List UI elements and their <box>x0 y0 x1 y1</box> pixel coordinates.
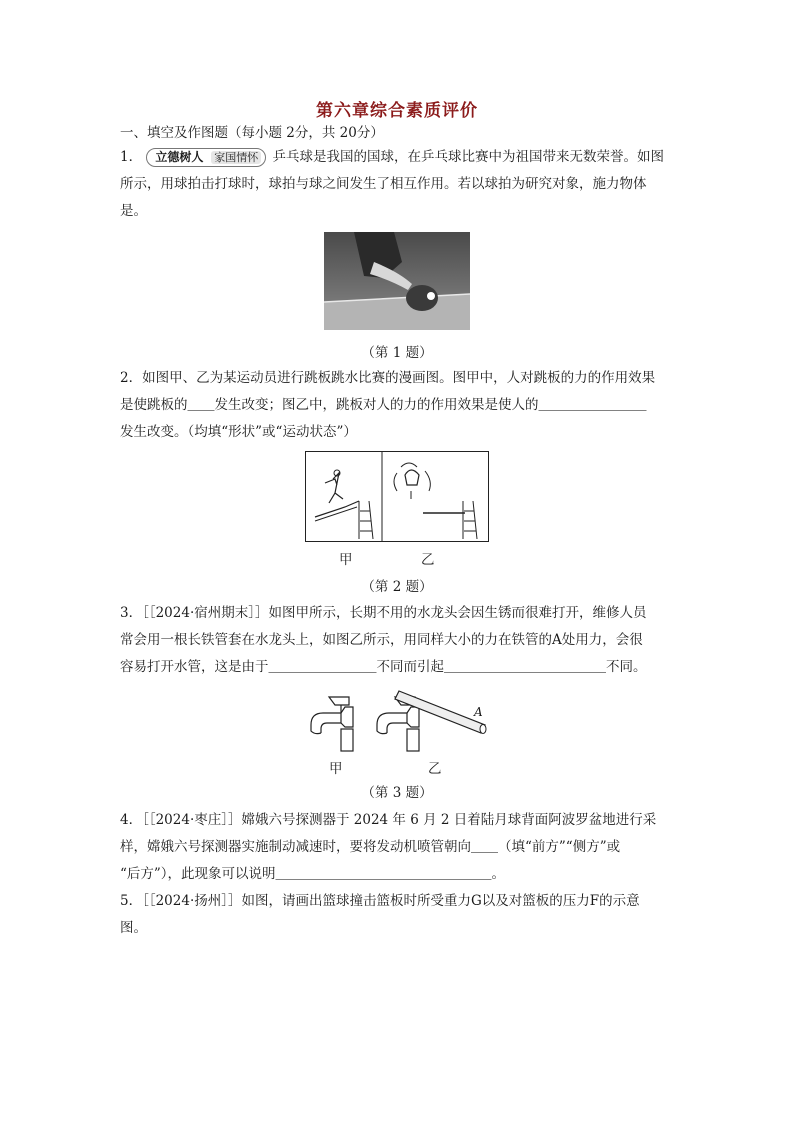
figure-3-label-a: 甲 <box>329 761 343 777</box>
question-2-line-3: 发生改变。（均填“形状”或“运动状态”） <box>120 424 357 440</box>
question-4-line-2: 样，嫦娥六号探测器实施制动减速时，要将发动机喷管朝向＿＿（填“前方”“侧方”或 <box>120 839 621 855</box>
page-title: 第六章综合素质评价 <box>316 101 478 121</box>
topic-badge <box>146 148 266 167</box>
question-5-line-2: 图。 <box>120 920 147 936</box>
badge-main-label: 立德树人 <box>155 150 204 164</box>
question-1-number: 1． <box>120 149 143 165</box>
question-1-line-3: 是。 <box>120 203 147 219</box>
figure-3-label-b: 乙 <box>428 761 442 777</box>
figure-2-label-b: 乙 <box>421 552 435 568</box>
faucet-figure <box>305 683 495 755</box>
question-1-line-1 <box>120 147 680 167</box>
figure-3-caption: （第 3 题） <box>361 785 433 801</box>
question-4-line-1: 4．［［2024·枣庄］］嫦娥六号探测器于 2024 年 6 月 2 日着陆月球背面阿波罗盆地进行采 <box>120 812 657 828</box>
ping-pong-photo <box>324 232 470 330</box>
badge-sub-label: 家国情怀 <box>211 151 261 164</box>
figure-1-caption: （第 1 题） <box>361 345 433 361</box>
question-3-line-2: 常会用一根长铁管套在水龙头上，如图乙所示，用同样大小的力在铁管的A处用力，会很 <box>120 632 643 648</box>
point-a-label: A <box>474 705 483 719</box>
figure-2-caption: （第 2 题） <box>361 579 433 595</box>
diving-board-figure <box>305 451 489 543</box>
figure-2-label-a: 甲 <box>339 552 353 568</box>
question-1-text-1: 乒乓球是我国的国球，在乒乓球比赛中为祖国带来无数荣誉。如图 <box>272 149 665 165</box>
question-5-line-1: 5．［［2024·扬州］］如图，请画出篮球撞击篮板时所受重力G以及对篮板的压力F的示意 <box>120 893 640 909</box>
question-1-line-2: 所示，用球拍击打球时，球拍与球之间发生了相互作用。若以球拍为研究对象，施力物体 <box>120 176 647 192</box>
question-2-line-1: 2．如图甲、乙为某运动员进行跳板跳水比赛的漫画图。图甲中，人对跳板的力的作用效果 <box>120 370 656 386</box>
question-3-line-3: 容易打开水管，这是由于＿＿＿＿＿＿＿＿不同而引起＿＿＿＿＿＿＿＿＿＿＿＿不同。 <box>120 659 647 675</box>
question-4-line-3: “后方”），此现象可以说明＿＿＿＿＿＿＿＿＿＿＿＿＿＿＿＿。 <box>120 866 506 882</box>
question-2-line-2: 是使跳板的＿＿发生改变；图乙中，跳板对人的力的作用效果是使人的＿＿＿＿＿＿＿＿ <box>120 397 647 413</box>
section-heading: 一、填空及作图题（每小题 2分，共 20分） <box>120 125 384 141</box>
question-3-line-1: 3．［［2024·宿州期末］］如图甲所示，长期不用的水龙头会因生锈而很难打开，维修人员 <box>120 605 647 621</box>
